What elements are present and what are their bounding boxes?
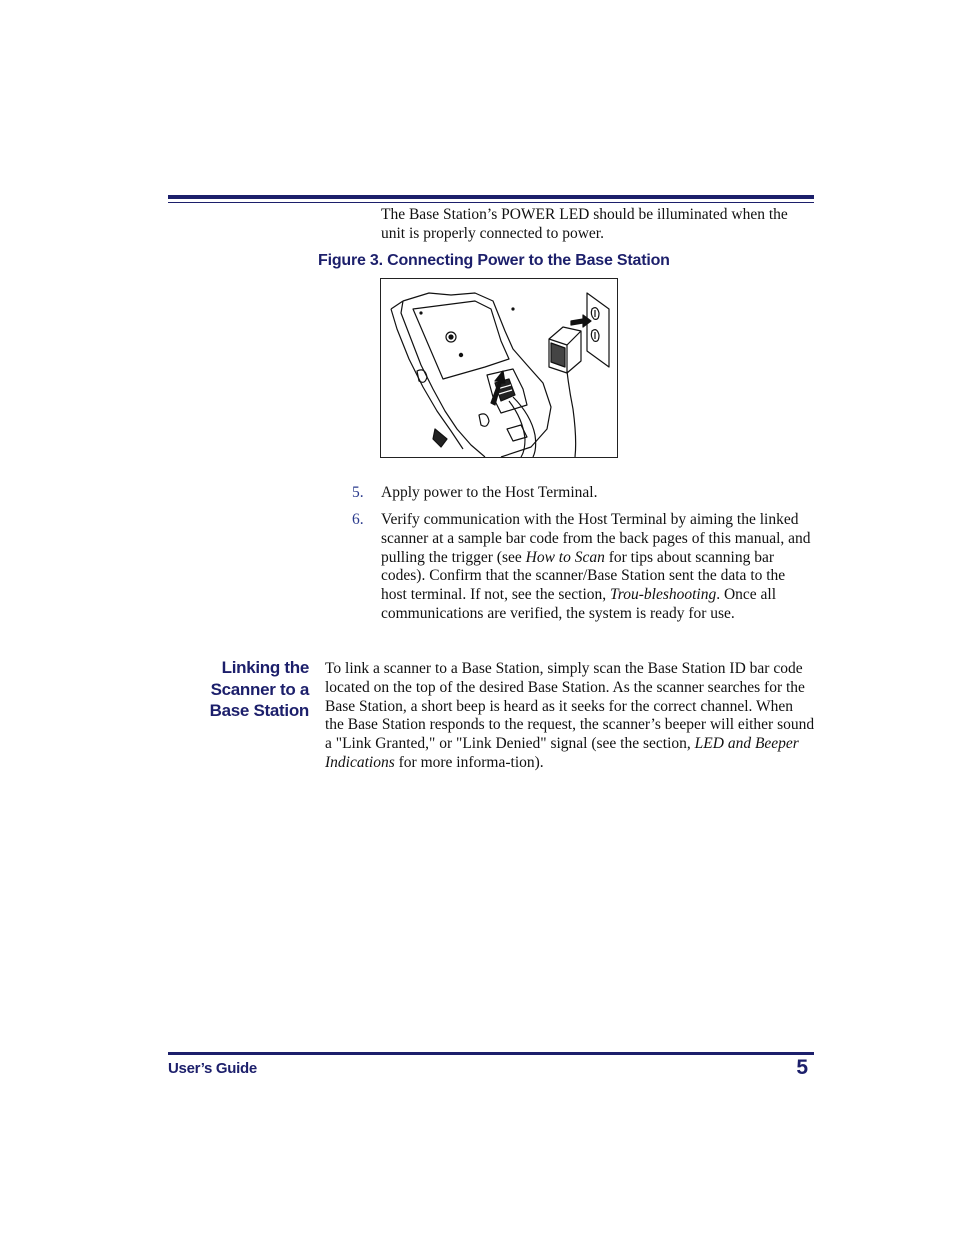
step-text-part: Verify communication with the Host Terminal by aiming the linked scanner at a sample bar code from the back pages of this manual, and pulling the trigger (see <box>381 511 811 566</box>
list-item <box>352 484 814 503</box>
header-rule-thin <box>168 202 814 203</box>
section-text-part: for more informa-tion). <box>394 753 544 771</box>
step-number: 6. <box>352 511 364 528</box>
led-beeper-reference: LED and Beeper Indications <box>325 735 799 771</box>
footer-rule <box>168 1052 814 1055</box>
section-heading-line: Linking the <box>221 658 309 677</box>
section-heading <box>196 657 309 722</box>
base-station-power-illustration-icon <box>381 279 617 457</box>
step-text-part: . Once all communications are verified, the system is ready for use. <box>381 586 777 622</box>
step-number: 5. <box>352 484 364 501</box>
troubleshooting-reference: Trou-bleshooting <box>610 586 717 604</box>
section-heading-line: Base Station <box>209 701 309 720</box>
page-number: 5 <box>796 1056 808 1079</box>
footer-title: User’s Guide <box>168 1060 257 1077</box>
section-heading-line: Scanner to a <box>210 679 309 699</box>
figure-illustration <box>380 278 618 458</box>
intro-paragraph: The Base Station’s POWER LED should be illuminated when the unit is properly connected to power. <box>381 206 788 242</box>
step-text <box>381 511 814 624</box>
section-text-part: To link a scanner to a Base Station, simply scan the Base Station ID bar code located on the top of the desired Base Station. As the scanner searches for the Base Station, a short beep is heard as it seeks for the correct channel. When the Base Station responds to the request, the scanner’s beeper will either sound a "Link Granted," or "Link Denied" signal (see the section, <box>325 660 815 753</box>
list-item <box>352 511 814 624</box>
step-text: Apply power to the Host Terminal. <box>381 484 598 501</box>
section-paragraph <box>325 660 815 773</box>
how-to-scan-reference: How to Scan <box>525 548 605 566</box>
header-rule-thick <box>168 195 814 199</box>
figure-caption: Figure 3. Connecting Power to the Base Station <box>318 252 670 269</box>
step-text-part: for tips about scanning bar codes). Confirm that the scanner/Base Station sent the data to the host terminal. If not, see the section, <box>381 548 786 604</box>
